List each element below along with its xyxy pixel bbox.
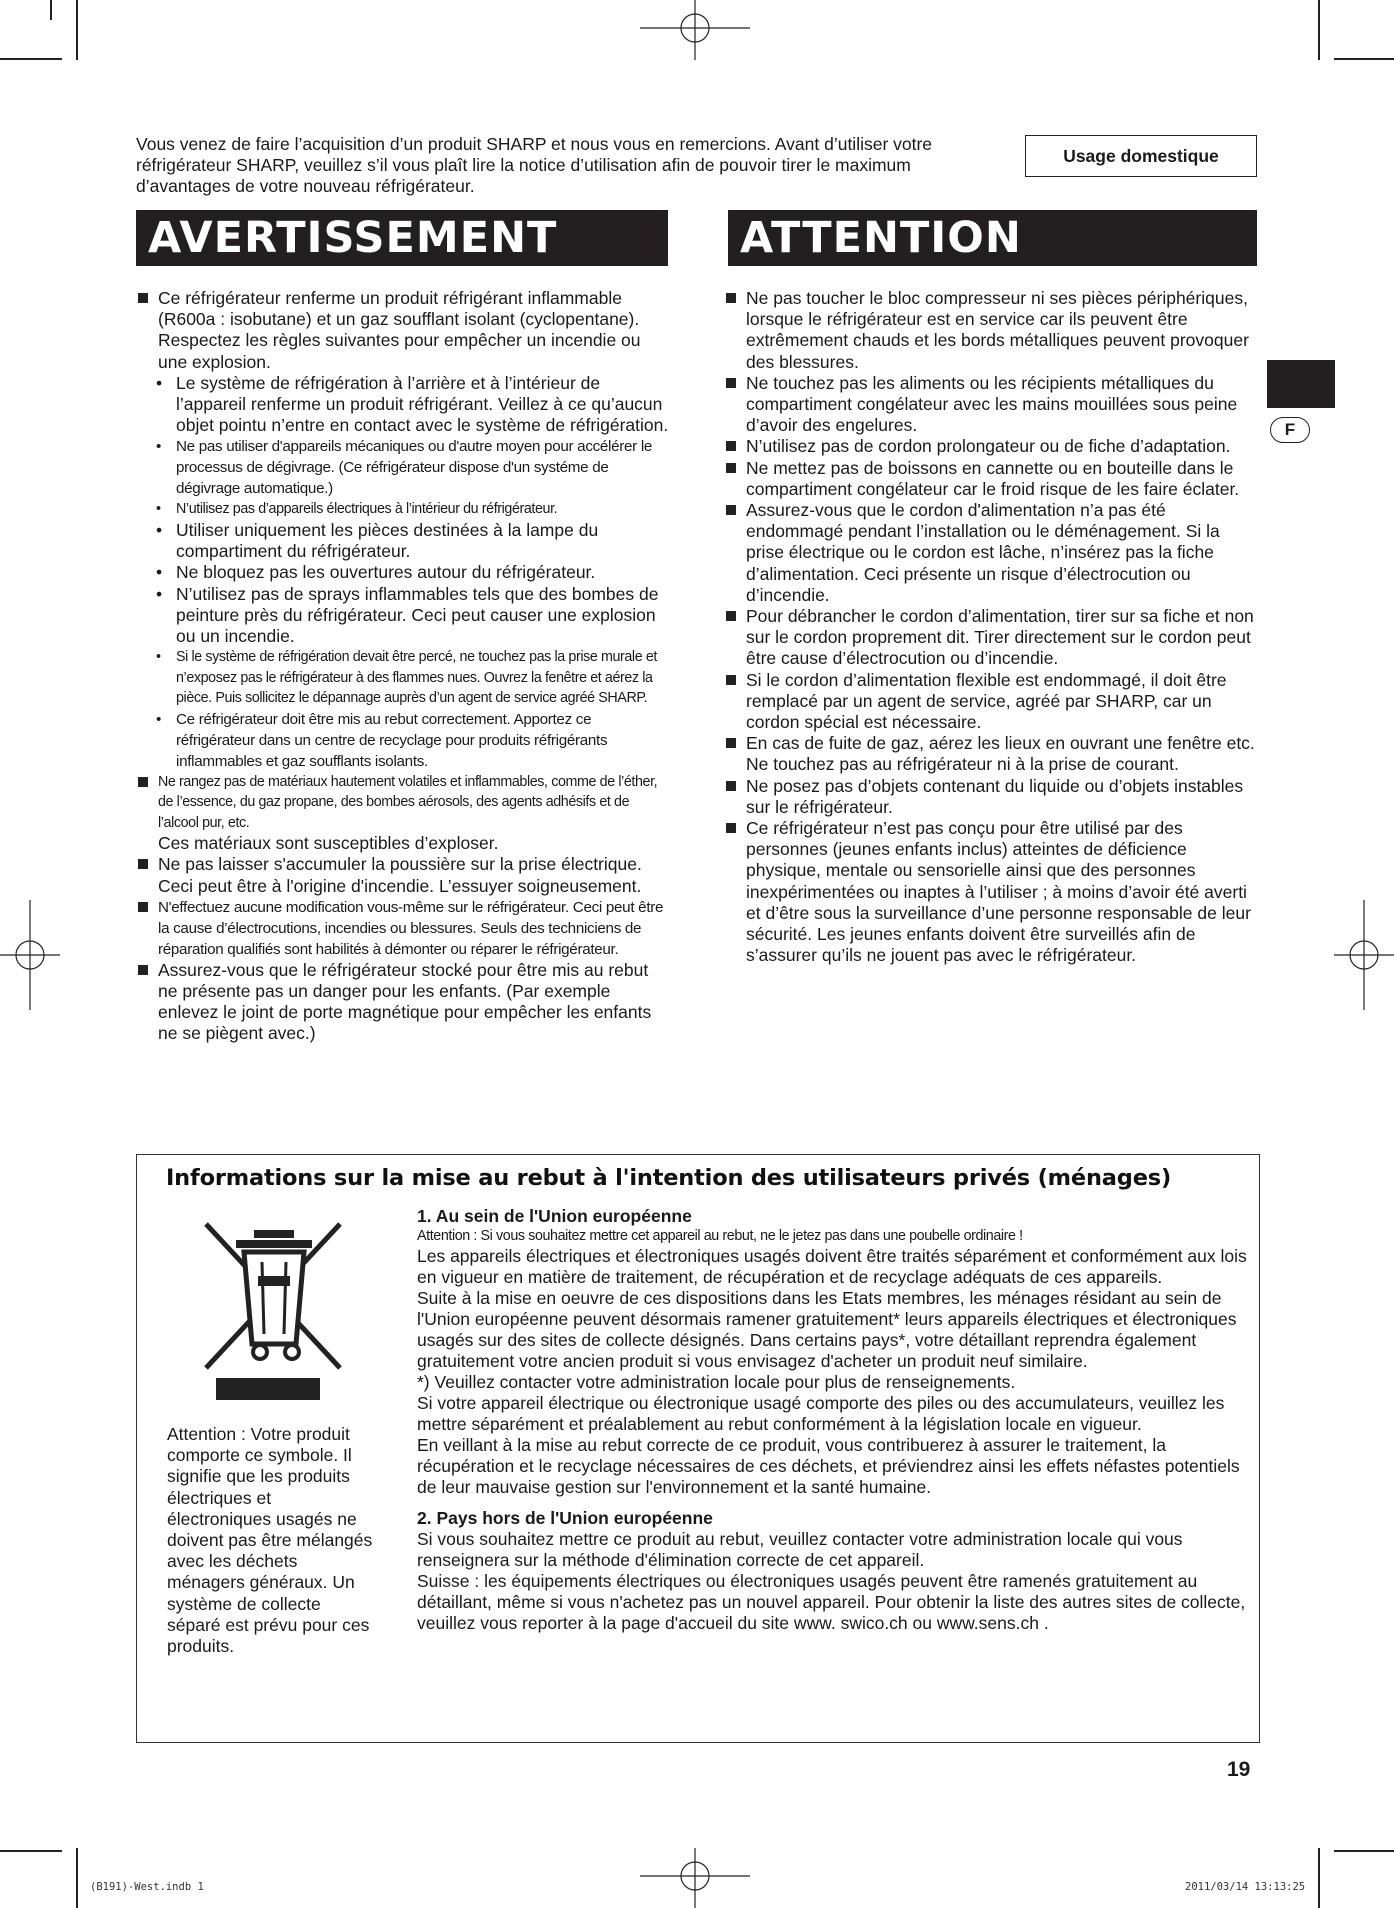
- list-item: Ne touchez pas les aliments ou les récipients métalliques du compartiment congélateur avec les mains mouillées sous peine d’avoir des engelures.: [726, 373, 1260, 437]
- bullet-square-icon: [138, 902, 148, 912]
- bullet-square-icon: [726, 505, 736, 515]
- list-item-continuation: Ces matériaux sont susceptibles d’exploser.: [158, 833, 499, 854]
- bullet-square-icon: [726, 293, 736, 303]
- list-item: • Ne pas utiliser d'appareils mécaniques ou d'autre moyen pour accélérer le processus de dégivrage. (Ce réfrigérateur dispose d'un systéme de dégivrage automatique.): [156, 438, 653, 498]
- bullet-square-icon: [726, 441, 736, 451]
- warning-banner: AVERTISSEMENT: [136, 210, 668, 266]
- page-number: 19: [1227, 1758, 1251, 1781]
- paragraph: Les appareils électriques et électroniques usagés doivent être traités séparément et conformément aux lois en vigueur en matière de traitement, de récupération et de recyclage adéquats de ces appareils.: [417, 1246, 1247, 1287]
- bullet-square-icon: [726, 781, 736, 791]
- crop-mark: [76, 0, 78, 60]
- list-item: Assurez-vous que le cordon d'alimentation n’a pas été endommagé pendant l’installation ou le déménagement. Si la prise électrique ou le cordon est lâche, n’insérez pas la fiche d’alimentation. Ceci présente un risque d’électrocution ou d’incendie.: [726, 500, 1260, 606]
- section-heading: 1. Au sein de l'Union européenne: [417, 1206, 692, 1226]
- bullet-square-icon: [726, 611, 736, 621]
- intro-text: Vous venez de faire l’acquisition d’un produit SHARP et nous vous en remercions. Avant d’utiliser votre réfrigérateur SHARP, veuillez s’il vous plaît lire la notice d’utilisation afin de pouvoir tirer le maximum d’avantages de votre nouveau réfrigérateur.: [136, 134, 933, 196]
- crop-mark: [0, 1850, 62, 1852]
- list-item: Pour débrancher le cordon d’alimentation, tirer sur sa fiche et non sur le cordon proprement dit. Tirer directement sur le cordon peut être cause d’électrocution ou d’incendie.: [726, 606, 1260, 670]
- list-item: • N’utilisez pas de sprays inflammables tels que des bombes de peinture près du réfrigérateur. Ceci peut causer une explosion ou un incendie.: [156, 583, 659, 646]
- registration-mark-top: [640, 0, 750, 60]
- registration-mark-bottom: [640, 1848, 750, 1908]
- crop-mark: [0, 58, 62, 60]
- bullet-square-icon: [726, 378, 736, 388]
- paragraph: Si votre appareil électrique ou électronique usagé comporte des piles ou des accumulateurs, veuillez les mettre séparément et préalablement au rebut conformément à la législation locale en vigueur.: [417, 1393, 1225, 1434]
- crop-mark: [50, 0, 52, 20]
- bullet-square-icon: [726, 823, 736, 833]
- disposal-info-content: [417, 1206, 1247, 1634]
- disposal-info-title: Informations sur la mise au rebut à l'intention des utilisateurs privés (ménages): [166, 1165, 1172, 1191]
- list-item: • Ne bloquez pas les ouvertures autour du réfrigérateur.: [156, 562, 596, 583]
- list-item: • Ce réfrigérateur doit être mis au rebut correctement. Apportez ce réfrigérateur dans un centre de recyclage pour produits réfrigérants inflammables et gaz soufflants isolants.: [156, 710, 608, 770]
- crop-mark: [1318, 1848, 1320, 1908]
- usage-badge: Usage domestique: [1025, 135, 1257, 177]
- list-item: Ne pas toucher le bloc compresseur ni ses pièces périphériques, lorsque le réfrigérateur est en service car ils peuvent être extrêmement chauds et les bords métalliques peuvent provoquer des blessures.: [726, 288, 1260, 373]
- bullet-square-icon: [138, 965, 148, 975]
- list-item: • Le système de réfrigération à l’arrière et à l’intérieur de l’appareil renferme un produit réfrigérant. Veillez à ce qu’aucun objet pointu n’entre en contact avec le système de réfrigération.: [156, 372, 669, 436]
- paragraph: *) Veuillez contacter votre administration locale pour plus de renseignements.: [417, 1372, 1016, 1392]
- list-item: Ne pas laisser s'accumuler la poussière sur la prise électrique. Ceci peut être à l'origine d'incendie. L’essuyer soigneusement.: [138, 854, 670, 896]
- list-item: • Utiliser uniquement les pièces destinées à la lampe du compartiment du réfrigérateur.: [156, 519, 599, 562]
- paragraph: Attention : Si vous souhaitez mettre cet appareil au rebut, ne le jetez pas dans une poubelle ordinaire !: [417, 1228, 1023, 1244]
- list-item: Ce réfrigérateur n’est pas conçu pour être utilisé par des personnes (jeunes enfants inclus) atteintes de déficience physique, mentale ou sensorielle ainsi que des personnes inexpérimentées ou inaptes à l’utiliser ; à moins d’avoir été averti et d’être sous la surveillance d’une personne responsable de leur sécurité. Les jeunes enfants doivent être surveillés afin de s’assurer qu’ils ne jouent pas avec le réfrigérateur.: [726, 818, 1260, 966]
- list-item: En cas de fuite de gaz, aérez les lieux en ouvrant une fenêtre etc. Ne touchez pas au réfrigérateur ni à la prise de courant.: [726, 733, 1260, 775]
- warning-list: [138, 288, 670, 1045]
- bullet-square-icon: [726, 675, 736, 685]
- bullet-square-icon: [726, 738, 736, 748]
- paragraph: Suite à la mise en oeuvre de ces dispositions dans les Etats membres, les ménages résidant au sein de l'Union européenne peuvent désormais ramener gratuitement* leurs appareils électriques et électroniques usagés sur des sites de collecte désignés. Dans certains pays*, votre détaillant reprendra également gratuitement votre ancien produit si vous envisagez d'acheter un produit neuf similaire.: [417, 1288, 1237, 1371]
- paragraph: Si vous souhaitez mettre ce produit au rebut, veuillez contacter votre administration locale qui vous renseignera sur la méthode d'élimination correcte de cet appareil.: [417, 1529, 1183, 1570]
- crop-mark: [1334, 1850, 1394, 1852]
- bullet-square-icon: [138, 859, 148, 869]
- symbol-explanation: Attention : Votre produit comporte ce symbole. Il signifie que les produits électriques et électroniques usagés ne doivent pas être mélangés avec les déchets ménagers généraux. Un système de collecte séparé est prévu pour ces produits.: [167, 1424, 373, 1657]
- attention-banner: ATTENTION: [728, 210, 1257, 266]
- crop-mark: [1318, 0, 1320, 60]
- list-item: Ne rangez pas de matériaux hautement volatiles et inflammables, comme de l’éther, de l’essence, du gaz propane, des bombes aérosols, des agents adhésifs et de l’alcool pur, etc.: [138, 772, 670, 834]
- list-item: Assurez-vous que le réfrigérateur stocké pour être mis au rebut ne présente pas un danger pour les enfants. (Par exemple enlevez le joint de porte magnétique pour empêcher les enfants ne se piègent avec.): [138, 960, 670, 1045]
- bullet-square-icon: [138, 293, 148, 303]
- bullet-square-icon: [726, 463, 736, 473]
- list-item: N’utilisez pas de cordon prolongateur ou de fiche d’adaptation.: [726, 436, 1260, 457]
- paragraph: En veillant à la mise au rebut correcte de ce produit, vous contribuerez à assurer le traitement, la récupération et le recyclage nécessaires de ces déchets, et préviendrez ainsi les effets néfastes potentiels de leur mauvaise gestion sur l'environnement et la santé humaine.: [417, 1435, 1240, 1497]
- footer-file: (B191)-West.indb 1: [90, 1881, 204, 1893]
- crop-mark: [1334, 58, 1394, 60]
- section-heading: 2. Pays hors de l'Union européenne: [417, 1508, 713, 1528]
- list-item: Ne mettez pas de boissons en cannette ou en bouteille dans le compartiment congélateur car le froid risque de les faire éclater.: [726, 458, 1260, 500]
- footer-timestamp: 2011/03/14 13:13:25: [1185, 1881, 1306, 1893]
- registration-mark-left: [0, 900, 60, 1010]
- list-item: Si le cordon d’alimentation flexible est endommagé, il doit être remplacé par un agent de service, agréé par SHARP, car un cordon spécial est nécessaire.: [726, 670, 1260, 734]
- list-item: N'effectuez aucune modification vous-même sur le réfrigérateur. Ceci peut être la cause d’électrocutions, incendies ou blessures. Seuls des techniciens de réparation qualifiés sont habilités à démonter ou réparer le réfrigérateur.: [138, 897, 670, 960]
- list-item: • Si le système de réfrigération devait être percé, ne touchez pas la prise murale et n’exposez pas le réfrigérateur à des flammes nues. Ouvrez la fenêtre et aérez la pièce. Puis sollicitez le dépannage auprès d’un agent de service agréé SHARP.: [156, 649, 657, 707]
- list-item: Ne posez pas d’objets contenant du liquide ou d’objets instables sur le réfrigérateur.: [726, 776, 1260, 818]
- attention-list: [726, 288, 1260, 967]
- language-tab-block: [1267, 360, 1335, 408]
- list-item: Ce réfrigérateur renferme un produit réfrigérant inflammable (R600a : isobutane) et un gaz soufflant isolant (cyclopentane). Respectez les règles suivantes pour empêcher un incendie ou une explosion.: [138, 288, 670, 373]
- crop-mark: [76, 1848, 78, 1908]
- language-tab-label: F: [1270, 417, 1310, 443]
- paragraph: Suisse : les équipements électriques ou électroniques usagés peuvent être ramenés gratuitement au détaillant, même si vous n'achetez pas un nouvel appareil. Pour obtenir la liste des autres sites de collecte, veuillez vous reporter à la page d'accueil du site www. swico.ch ou www.sens.ch .: [417, 1571, 1246, 1633]
- bullet-square-icon: [138, 777, 148, 787]
- crossed-bin-icon: [200, 1218, 348, 1408]
- list-item: • N’utilisez pas d’appareils électriques à l’intérieur du réfrigérateur.: [156, 501, 558, 518]
- registration-mark-right: [1334, 900, 1394, 1010]
